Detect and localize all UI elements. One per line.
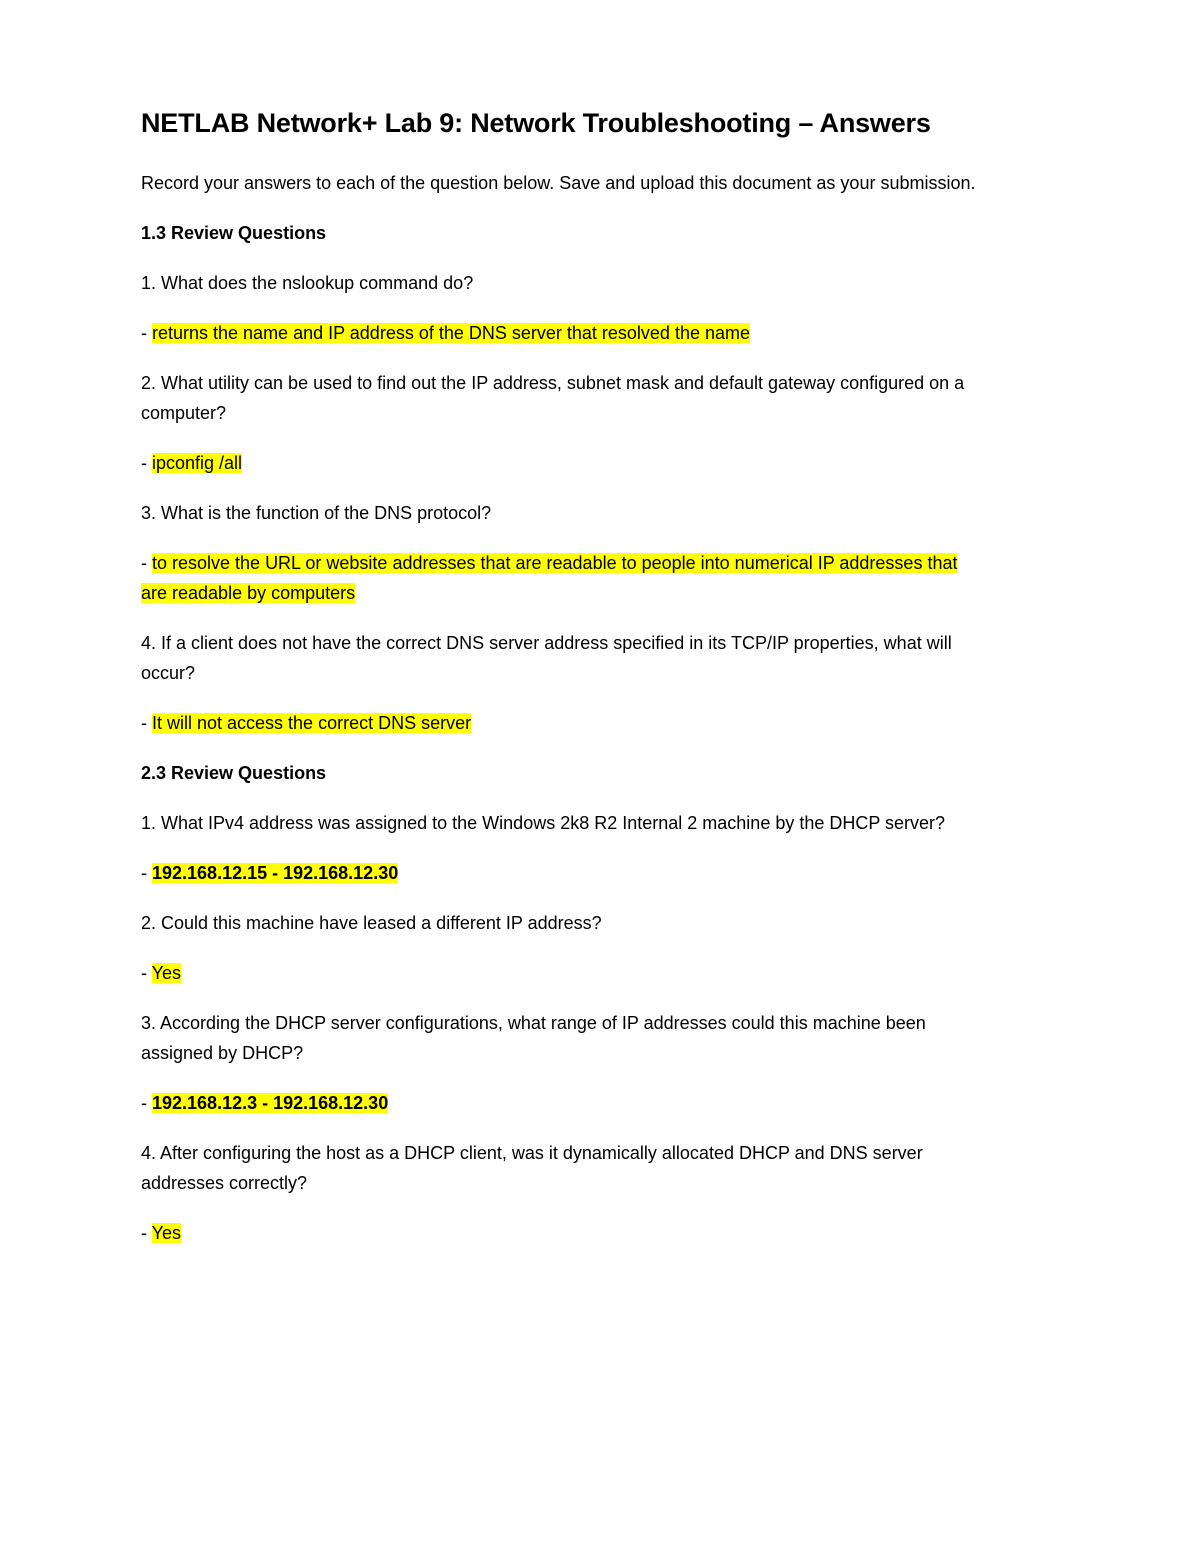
question-1-3-2-line2: computer? bbox=[141, 403, 227, 423]
answer-1-3-4 bbox=[141, 708, 471, 738]
question-2-3-1: 1. What IPv4 address was assigned to the Windows 2k8 R2 Internal 2 machine by the DHCP server? bbox=[141, 813, 946, 833]
question-1-3-4-line1: 4. If a client does not have the correct DNS server address specified in its TCP/IP properties, what will bbox=[141, 633, 952, 653]
answer-prefix: - bbox=[141, 963, 152, 983]
answer-text: It will not access the correct DNS server bbox=[152, 713, 472, 733]
answer-prefix: - bbox=[141, 1093, 152, 1113]
answer-text: Yes bbox=[151, 1223, 182, 1243]
question-1-3-2-line1: 2. What utility can be used to find out the IP address, subnet mask and default gateway configured on a bbox=[141, 373, 965, 393]
answer-2-3-3 bbox=[141, 1088, 388, 1118]
answer-text: 192.168.12.15 - 192.168.12.30 bbox=[152, 863, 399, 883]
question-2-3-3-line1: 3. According the DHCP server configurations, what range of IP addresses could this machine been bbox=[141, 1013, 926, 1033]
intro-text: Record your answers to each of the question below. Save and upload this document as your submission. bbox=[141, 173, 976, 193]
answer-prefix: - bbox=[141, 323, 152, 343]
answer-text: to resolve the URL or website addresses that are readable to people into numerical IP addresses that bbox=[152, 553, 958, 573]
section-heading-1-3: 1.3 Review Questions bbox=[141, 223, 327, 243]
answer-text: returns the name and IP address of the DNS server that resolved the name bbox=[152, 323, 750, 343]
question-2-3-2: 2. Could this machine have leased a different IP address? bbox=[141, 913, 602, 933]
answer-text: are readable by computers bbox=[141, 583, 356, 603]
question-2-3-4-line2: addresses correctly? bbox=[141, 1173, 308, 1193]
answer-text: ipconfig /all bbox=[152, 453, 243, 473]
question-1-3-3: 3. What is the function of the DNS protocol? bbox=[141, 503, 492, 523]
answer-1-3-2 bbox=[141, 448, 242, 478]
question-2-3-3-line2: assigned by DHCP? bbox=[141, 1043, 304, 1063]
answer-prefix: - bbox=[141, 453, 152, 473]
answer-2-3-4 bbox=[141, 1218, 181, 1248]
answer-2-3-1 bbox=[141, 858, 398, 888]
question-2-3-4-line1: 4. After configuring the host as a DHCP client, was it dynamically allocated DHCP and DNS server bbox=[141, 1143, 923, 1163]
answer-prefix: - bbox=[141, 553, 152, 573]
answer-text: Yes bbox=[151, 963, 182, 983]
section-heading-2-3: 2.3 Review Questions bbox=[141, 763, 327, 783]
answer-1-3-3-line1 bbox=[141, 548, 957, 578]
answer-2-3-2 bbox=[141, 958, 181, 988]
question-1-3-1: 1. What does the nslookup command do? bbox=[141, 273, 474, 293]
answer-prefix: - bbox=[141, 713, 152, 733]
answer-text: 192.168.12.3 - 192.168.12.30 bbox=[152, 1093, 389, 1113]
answer-1-3-1 bbox=[141, 318, 750, 348]
question-1-3-4-line2: occur? bbox=[141, 663, 196, 683]
answer-1-3-3-line2 bbox=[141, 578, 355, 608]
answer-prefix: - bbox=[141, 863, 152, 883]
answer-prefix: - bbox=[141, 1223, 152, 1243]
page-title: NETLAB Network+ Lab 9: Network Troubleshooting – Answers bbox=[141, 108, 931, 138]
